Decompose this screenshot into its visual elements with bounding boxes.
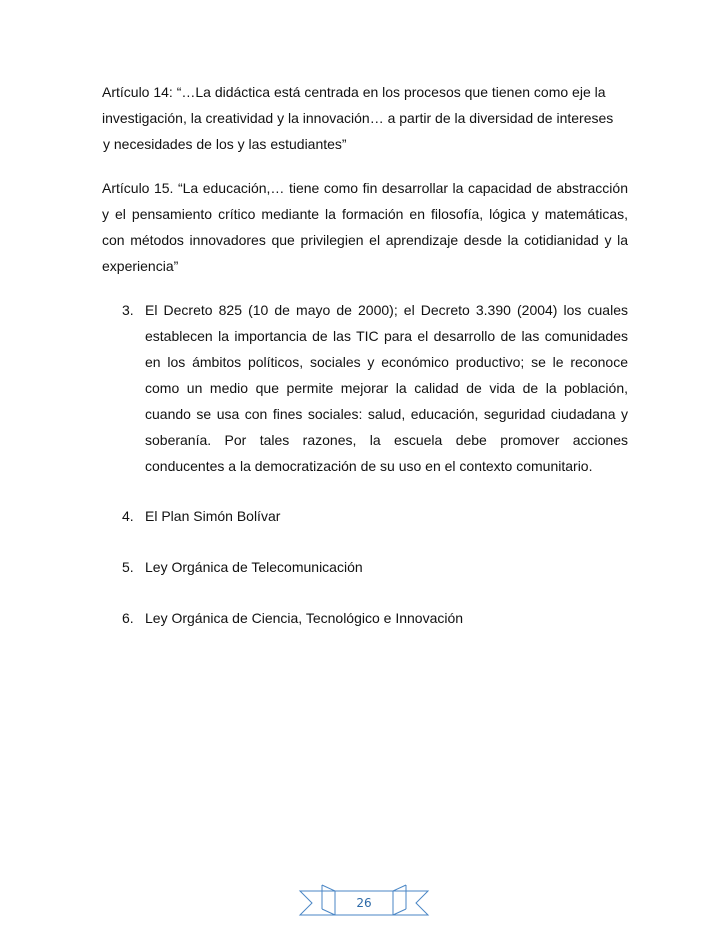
list-item-number: 4. [122, 508, 134, 524]
list-item-number: 6. [122, 610, 134, 626]
articulo-14-line-2: investigación, la creatividad y la innovación… a partir de la diversidad de intereses [102, 110, 614, 126]
articulo-14-line-1: Artículo 14: “…La didáctica está centrada en los procesos que tienen como eje la [102, 84, 606, 100]
ribbon-left-tail [300, 891, 335, 915]
list-item-text: El Plan Simón Bolívar [145, 508, 281, 524]
ribbon-left-fold [322, 885, 335, 891]
articulo-14-paragraph [102, 79, 628, 157]
list-item [102, 503, 628, 529]
list-item-number: 5. [122, 559, 134, 575]
list-item-text: Ley Orgánica de Telecomunicación [145, 559, 363, 575]
articulo-15-paragraph [102, 175, 628, 279]
page-footer [0, 880, 728, 930]
list-item [102, 297, 628, 479]
ribbon-right-fold [393, 885, 406, 891]
list-item [102, 605, 628, 631]
page-number: 26 [356, 896, 372, 910]
list-item [102, 554, 628, 580]
list-item-number: 3. [122, 302, 134, 318]
articulo-14-line-3: y necesidades de los y las estudiantes” [103, 136, 347, 152]
ribbon-right-fold-bottom [393, 909, 406, 915]
list-item-text: Ley Orgánica de Ciencia, Tecnológico e Innovación [145, 610, 464, 626]
articulo-15-text: Artículo 15. “La educación,… tiene como fin desarrollar la capacidad de abstracción y el pensamiento crítico mediante la formación en filosofía, lógica y matemáticas, con métodos innovadores que privilegien el aprendizaje desde la cotidianidad y la experiencia” [102, 180, 628, 274]
ribbon-right-tail [393, 891, 428, 915]
ribbon-left-fold-bottom [322, 909, 335, 915]
numbered-list [102, 297, 628, 631]
list-item-text: El Decreto 825 (10 de mayo de 2000); el Decreto 3.390 (2004) los cuales establecen la importancia de las TIC para el desarrollo de las comunidades en los ámbitos políticos, sociales y económico productivo; se le reconoce como un medio que permite mejorar la calidad de vida de la población, cuando se usa con fines sociales: salud, educación, seguridad ciudadana y soberanía. Por tales razones, la escuela debe promover acciones conducentes a la democratización de su uso en el contexto comunitario. [145, 302, 628, 474]
articulo-14-text [102, 79, 628, 157]
